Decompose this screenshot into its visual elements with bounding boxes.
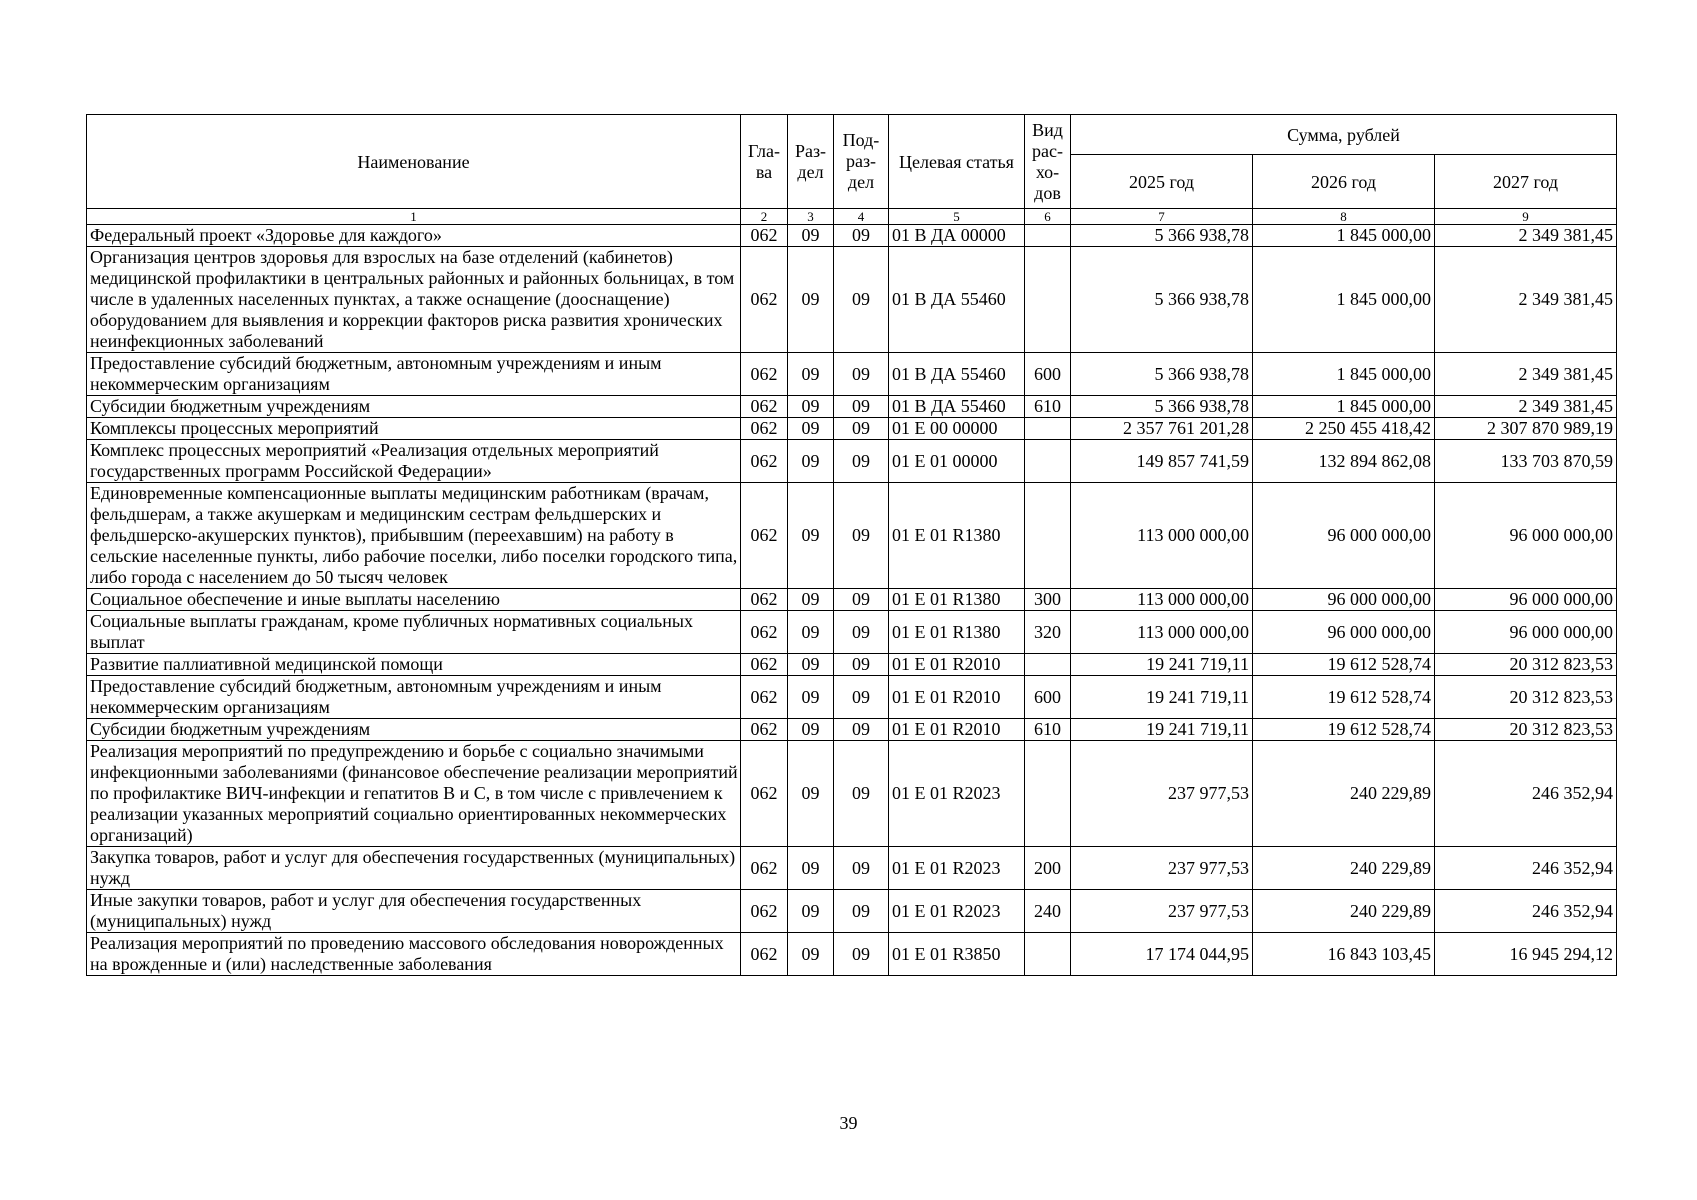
row-expense-type (1025, 418, 1071, 440)
row-chapter: 062 (741, 847, 788, 890)
row-amount-2025: 19 241 719,11 (1071, 676, 1253, 719)
table-row (87, 933, 1617, 976)
row-expense-type: 600 (1025, 353, 1071, 396)
row-amount-2027: 96 000 000,00 (1435, 483, 1617, 589)
row-amount-2027: 2 349 381,45 (1435, 247, 1617, 353)
row-amount-2026: 16 843 103,45 (1253, 933, 1435, 976)
row-expense-type (1025, 247, 1071, 353)
row-name: Закупка товаров, работ и услуг для обеспечения государственных (муниципальных) нужд (87, 847, 741, 890)
row-name: Комплекс процессных мероприятий «Реализация отдельных мероприятий государственных программ Российской Федерации» (87, 440, 741, 483)
row-amount-2027: 2 349 381,45 (1435, 225, 1617, 247)
row-amount-2026: 240 229,89 (1253, 890, 1435, 933)
row-expense-type: 240 (1025, 890, 1071, 933)
row-expense-type (1025, 225, 1071, 247)
row-amount-2025: 5 366 938,78 (1071, 353, 1253, 396)
row-subsection: 09 (834, 589, 889, 611)
row-amount-2026: 1 845 000,00 (1253, 353, 1435, 396)
header-year-2025: 2025 год (1071, 155, 1253, 209)
row-amount-2026: 240 229,89 (1253, 847, 1435, 890)
row-name: Реализация мероприятий по проведению массового обследования новорожденных на врожденные и (или) наследственные заболевания (87, 933, 741, 976)
row-expense-type (1025, 741, 1071, 847)
row-amount-2026: 19 612 528,74 (1253, 719, 1435, 741)
row-chapter: 062 (741, 247, 788, 353)
table-row (87, 247, 1617, 353)
row-expense-type (1025, 654, 1071, 676)
table-row (87, 225, 1617, 247)
row-amount-2026: 240 229,89 (1253, 741, 1435, 847)
row-target-article: 01 Е 01 R3850 (889, 933, 1025, 976)
row-amount-2027: 96 000 000,00 (1435, 589, 1617, 611)
column-number: 3 (788, 209, 834, 225)
row-amount-2025: 5 366 938,78 (1071, 396, 1253, 418)
row-chapter: 062 (741, 654, 788, 676)
row-section: 09 (788, 247, 834, 353)
row-subsection: 09 (834, 418, 889, 440)
table-row (87, 353, 1617, 396)
table-row (87, 611, 1617, 654)
row-chapter: 062 (741, 719, 788, 741)
column-number: 1 (87, 209, 741, 225)
row-amount-2027: 246 352,94 (1435, 847, 1617, 890)
row-amount-2026: 96 000 000,00 (1253, 483, 1435, 589)
row-chapter: 062 (741, 353, 788, 396)
table-row (87, 654, 1617, 676)
table-body (87, 225, 1617, 976)
row-section: 09 (788, 933, 834, 976)
row-amount-2026: 132 894 862,08 (1253, 440, 1435, 483)
row-name: Организация центров здоровья для взрослых на базе отделений (кабинетов) медицинской профилактики в центральных районных и районных больницах, в том числе в удаленных населенных пунктах, а также оснащение (дооснащение) оборудованием для выявления и коррекции факторов риска развития хронических неинфекционных заболеваний (87, 247, 741, 353)
row-subsection: 09 (834, 933, 889, 976)
row-section: 09 (788, 741, 834, 847)
row-subsection: 09 (834, 247, 889, 353)
row-chapter: 062 (741, 396, 788, 418)
row-chapter: 062 (741, 741, 788, 847)
row-amount-2026: 96 000 000,00 (1253, 589, 1435, 611)
row-target-article: 01 Е 01 00000 (889, 440, 1025, 483)
row-target-article: 01 Е 01 R1380 (889, 611, 1025, 654)
table-row (87, 589, 1617, 611)
row-chapter: 062 (741, 589, 788, 611)
row-section: 09 (788, 611, 834, 654)
table-row (87, 483, 1617, 589)
header-year-2027: 2027 год (1435, 155, 1617, 209)
column-number: 2 (741, 209, 788, 225)
table-row (87, 890, 1617, 933)
row-amount-2026: 2 250 455 418,42 (1253, 418, 1435, 440)
header-year-2026: 2026 год (1253, 155, 1435, 209)
row-name: Иные закупки товаров, работ и услуг для обеспечения государственных (муниципальных) нужд (87, 890, 741, 933)
row-amount-2027: 2 307 870 989,19 (1435, 418, 1617, 440)
row-subsection: 09 (834, 611, 889, 654)
row-amount-2025: 2 357 761 201,28 (1071, 418, 1253, 440)
row-amount-2025: 149 857 741,59 (1071, 440, 1253, 483)
header-subsection: Под-раз-дел (834, 115, 889, 209)
row-amount-2025: 19 241 719,11 (1071, 654, 1253, 676)
row-section: 09 (788, 719, 834, 741)
row-amount-2027: 96 000 000,00 (1435, 611, 1617, 654)
header-section: Раз-дел (788, 115, 834, 209)
row-section: 09 (788, 676, 834, 719)
row-name: Предоставление субсидий бюджетным, автономным учреждениям и иным некоммерческим организациям (87, 353, 741, 396)
row-section: 09 (788, 396, 834, 418)
row-target-article: 01 Е 01 R2010 (889, 719, 1025, 741)
row-expense-type: 610 (1025, 719, 1071, 741)
row-chapter: 062 (741, 440, 788, 483)
row-expense-type: 320 (1025, 611, 1071, 654)
row-chapter: 062 (741, 890, 788, 933)
row-expense-type: 300 (1025, 589, 1071, 611)
header-target-article: Целевая статья (889, 115, 1025, 209)
row-amount-2025: 17 174 044,95 (1071, 933, 1253, 976)
row-target-article: 01 Е 01 R2023 (889, 890, 1025, 933)
row-amount-2026: 96 000 000,00 (1253, 611, 1435, 654)
row-subsection: 09 (834, 719, 889, 741)
row-amount-2027: 246 352,94 (1435, 741, 1617, 847)
row-amount-2026: 1 845 000,00 (1253, 225, 1435, 247)
column-number: 6 (1025, 209, 1071, 225)
row-chapter: 062 (741, 225, 788, 247)
row-amount-2027: 16 945 294,12 (1435, 933, 1617, 976)
row-amount-2027: 246 352,94 (1435, 890, 1617, 933)
row-amount-2025: 5 366 938,78 (1071, 225, 1253, 247)
row-section: 09 (788, 890, 834, 933)
row-subsection: 09 (834, 741, 889, 847)
row-amount-2026: 19 612 528,74 (1253, 654, 1435, 676)
row-section: 09 (788, 847, 834, 890)
row-name: Социальное обеспечение и иные выплаты населению (87, 589, 741, 611)
row-target-article: 01 Е 01 R1380 (889, 483, 1025, 589)
row-chapter: 062 (741, 483, 788, 589)
row-name: Реализация мероприятий по предупреждению и борьбе с социально значимыми инфекционными заболеваниями (финансовое обеспечение реализации мероприятий по профилактике ВИЧ-инфекции и гепатитов B и C, в том числе с привлечением к реализации указанных мероприятий социально ориентированных некоммерческих организаций) (87, 741, 741, 847)
table-row (87, 719, 1617, 741)
row-amount-2026: 1 845 000,00 (1253, 396, 1435, 418)
row-name: Социальные выплаты гражданам, кроме публичных нормативных социальных выплат (87, 611, 741, 654)
row-amount-2025: 237 977,53 (1071, 741, 1253, 847)
row-target-article: 01 Е 01 R2023 (889, 847, 1025, 890)
row-subsection: 09 (834, 225, 889, 247)
row-chapter: 062 (741, 611, 788, 654)
row-target-article: 01 В ДА 55460 (889, 396, 1025, 418)
row-section: 09 (788, 353, 834, 396)
row-target-article: 01 Е 01 R2023 (889, 741, 1025, 847)
row-amount-2027: 2 349 381,45 (1435, 353, 1617, 396)
row-amount-2027: 20 312 823,53 (1435, 676, 1617, 719)
row-amount-2026: 19 612 528,74 (1253, 676, 1435, 719)
row-target-article: 01 Е 01 R2010 (889, 654, 1025, 676)
table-row (87, 418, 1617, 440)
row-amount-2027: 20 312 823,53 (1435, 654, 1617, 676)
row-amount-2026: 1 845 000,00 (1253, 247, 1435, 353)
row-amount-2025: 237 977,53 (1071, 890, 1253, 933)
header-expense-type: Вид рас-хо-дов (1025, 115, 1071, 209)
budget-table (86, 114, 1617, 976)
row-amount-2025: 113 000 000,00 (1071, 611, 1253, 654)
header-chapter: Гла-ва (741, 115, 788, 209)
row-subsection: 09 (834, 847, 889, 890)
row-expense-type (1025, 933, 1071, 976)
column-number: 9 (1435, 209, 1617, 225)
row-section: 09 (788, 654, 834, 676)
row-name: Субсидии бюджетным учреждениям (87, 396, 741, 418)
row-expense-type (1025, 440, 1071, 483)
row-amount-2025: 19 241 719,11 (1071, 719, 1253, 741)
table-row (87, 741, 1617, 847)
row-chapter: 062 (741, 933, 788, 976)
row-chapter: 062 (741, 418, 788, 440)
header-name: Наименование (87, 115, 741, 209)
row-amount-2027: 133 703 870,59 (1435, 440, 1617, 483)
column-number: 5 (889, 209, 1025, 225)
row-name: Субсидии бюджетным учреждениям (87, 719, 741, 741)
row-name: Предоставление субсидий бюджетным, автономным учреждениям и иным некоммерческим организациям (87, 676, 741, 719)
row-target-article: 01 В ДА 55460 (889, 353, 1025, 396)
column-number: 4 (834, 209, 889, 225)
row-target-article: 01 В ДА 00000 (889, 225, 1025, 247)
row-name: Развитие паллиативной медицинской помощи (87, 654, 741, 676)
row-name: Федеральный проект «Здоровье для каждого» (87, 225, 741, 247)
header-sum: Сумма, рублей (1071, 115, 1617, 155)
row-section: 09 (788, 418, 834, 440)
row-target-article: 01 В ДА 55460 (889, 247, 1025, 353)
row-subsection: 09 (834, 654, 889, 676)
table-row (87, 847, 1617, 890)
row-amount-2025: 113 000 000,00 (1071, 589, 1253, 611)
row-subsection: 09 (834, 396, 889, 418)
row-target-article: 01 Е 01 R1380 (889, 589, 1025, 611)
row-chapter: 062 (741, 676, 788, 719)
row-subsection: 09 (834, 483, 889, 589)
row-expense-type: 200 (1025, 847, 1071, 890)
table-row (87, 396, 1617, 418)
row-section: 09 (788, 440, 834, 483)
row-name: Комплексы процессных мероприятий (87, 418, 741, 440)
column-number: 7 (1071, 209, 1253, 225)
row-amount-2025: 5 366 938,78 (1071, 247, 1253, 353)
row-subsection: 09 (834, 353, 889, 396)
row-subsection: 09 (834, 676, 889, 719)
column-number: 8 (1253, 209, 1435, 225)
row-expense-type: 600 (1025, 676, 1071, 719)
row-amount-2025: 113 000 000,00 (1071, 483, 1253, 589)
row-target-article: 01 Е 00 00000 (889, 418, 1025, 440)
row-target-article: 01 Е 01 R2010 (889, 676, 1025, 719)
row-section: 09 (788, 225, 834, 247)
row-amount-2025: 237 977,53 (1071, 847, 1253, 890)
row-expense-type: 610 (1025, 396, 1071, 418)
table-row (87, 440, 1617, 483)
row-amount-2027: 2 349 381,45 (1435, 396, 1617, 418)
row-section: 09 (788, 483, 834, 589)
row-amount-2027: 20 312 823,53 (1435, 719, 1617, 741)
table-row (87, 676, 1617, 719)
row-subsection: 09 (834, 440, 889, 483)
row-section: 09 (788, 589, 834, 611)
page-number: 39 (839, 1113, 858, 1133)
row-subsection: 09 (834, 890, 889, 933)
row-expense-type (1025, 483, 1071, 589)
row-name: Единовременные компенсационные выплаты медицинским работникам (врачам, фельдшерам, а также акушеркам и медицинским сестрам фельдшерских и фельдшерско-акушерских пунктов), прибывшим (переехавшим) на работу в сельские населенные пункты, либо рабочие поселки, либо поселки городского типа, либо города с населением до 50 тысяч человек (87, 483, 741, 589)
